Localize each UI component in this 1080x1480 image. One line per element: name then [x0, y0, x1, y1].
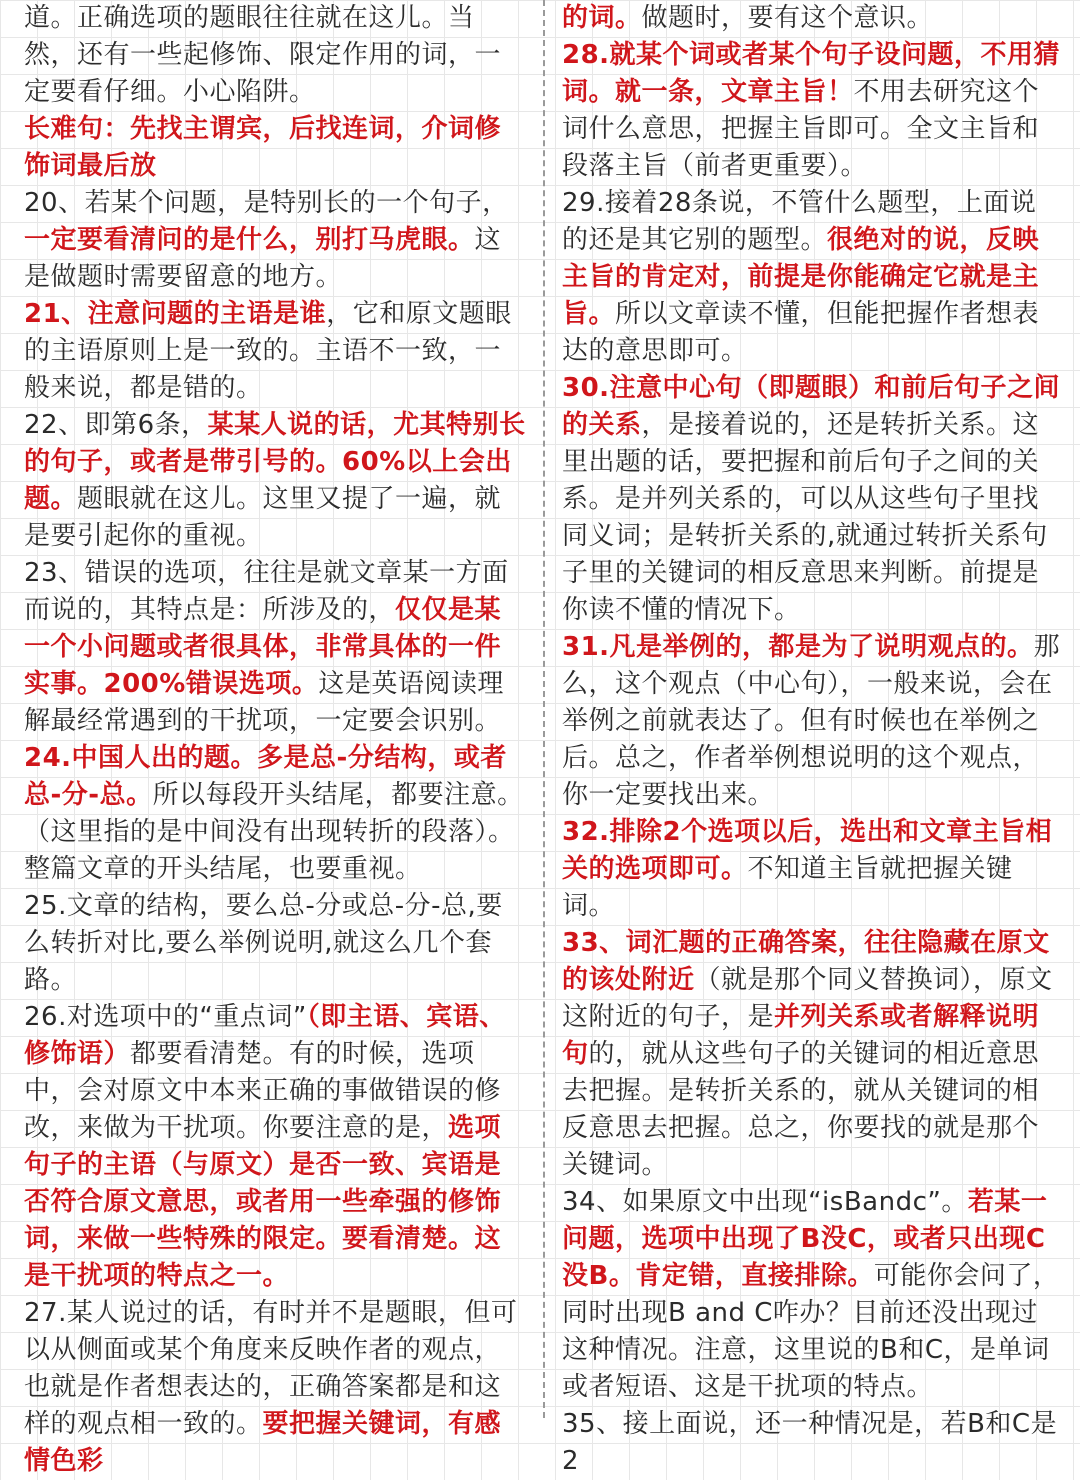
highlighted-text: 24.中国人出的题。多是总-分结构，或者总-分-总。: [24, 743, 507, 810]
highlighted-text: （即主语、宾语、修饰语）: [24, 1002, 506, 1069]
body-text: 不用去研究这个词什么意思，把握主旨即可。全文主旨和段落主旨（前者更重要）。: [562, 77, 1040, 181]
highlighted-text: 并列关系或者解释说明句: [562, 1002, 1040, 1069]
body-text: 27.某人说过的话，有时并不是题眼，但可以从侧面或某个角度来反映作者的观点，也就是作者想表达的，正确答案都是和这样的观点相一致的。: [24, 1298, 518, 1439]
body-text: 35、接上面说，还一种情况是，若B和C是2: [562, 1409, 1058, 1476]
paragraph: [562, 370, 1062, 629]
body-text: ，它和原文题眼的主语原则上是一致的。主语不一致，一般来说，都是错的。: [24, 299, 512, 403]
body-text: 34、如果原文中出现“isBandc”。: [562, 1187, 968, 1217]
body-text: 道。正确选项的题眼往往就在这儿。当然，还有一些起修饰、限定作用的词，一定要看仔细。小心陷阱。: [24, 3, 502, 107]
paragraph: [24, 1295, 526, 1480]
highlighted-text: 若某一问题，选项中出现了B没C，或者只出现C没B。肯定错，直接排除。: [562, 1187, 1048, 1291]
paragraph: [562, 1184, 1062, 1406]
paragraph: [24, 999, 526, 1295]
highlighted-text: 28.就某个词或者某个句子设问题，不用猜词。就一条，文章主旨！: [562, 40, 1061, 107]
paragraph: [562, 185, 1062, 370]
body-text: 26.对选项中的“重点词”: [24, 1002, 307, 1032]
paragraph: [24, 0, 526, 111]
body-text: 题眼就在这儿。这里又提了一遍，就是要引起你的重视。: [24, 484, 502, 551]
highlighted-text: 很绝对的说，反映主旨的肯定对，前提是你能确定它就是主旨。: [562, 225, 1040, 329]
paragraph: [562, 37, 1062, 185]
highlighted-text: 一定要看清问的是什么，别打马虎眼。: [24, 225, 475, 255]
highlighted-text: 选项句子的主语（与原文）是否一致、宾语是否符合原文意思，或者用一些牵强的修饰词，来做一些特殊的限定。要看清楚。这是干扰项的特点之一。: [24, 1113, 502, 1291]
highlighted-text: 32.排除2个选项以后，选出和文章主旨相关的选项即可。: [562, 817, 1053, 884]
highlighted-text: 某某人说的话，尤其特别长的句子，或者是带引号的。60%以上会出题。: [24, 410, 526, 514]
body-text: 20、若某个问题，是特别长的一个句子，: [24, 188, 509, 218]
paragraph: [562, 629, 1062, 814]
paragraph: [24, 296, 526, 407]
body-text: （就是那个同义替换词），原文这附近的句子，是: [562, 965, 1053, 1032]
highlighted-text: 21、注意问题的主语是谁: [24, 299, 327, 329]
body-text: 23、错误的选项，往往是就文章某一方面而说的，其特点是：所涉及的，: [24, 558, 509, 625]
body-text: 做题时，要有这个意识。: [641, 3, 934, 33]
paragraph: [562, 1406, 1062, 1480]
paragraph: [24, 888, 526, 999]
left-column: [24, 0, 526, 1480]
highlighted-text: 31.凡是举例的，都是为了说明观点的。: [562, 632, 1034, 662]
highlighted-text: 33、词汇题的正确答案，往往隐藏在原文的该处附近: [562, 928, 1050, 995]
paragraph: [24, 740, 526, 888]
paragraph: [562, 925, 1062, 1184]
body-text: 这是英语阅读理解最经常遇到的干扰项，一定要会识别。: [24, 669, 504, 736]
body-text: 不知道主旨就把握关键词。: [562, 854, 1013, 921]
paragraph: [24, 111, 526, 185]
highlighted-text: 长难句：先找主谓宾，后找连词，介词修饰词最后放: [24, 114, 502, 181]
highlighted-text: 仅仅是某一个小问题或者很具体，非常具体的一件实事。200%错误选项。: [24, 595, 502, 699]
highlighted-text: 30.注意中心句（即题眼）和前后句子之间的关系: [562, 373, 1061, 440]
paragraph: [24, 185, 526, 296]
body-text: 可能你会问了，同时出现B and C咋办？目前还没出现过这种情况。注意，这里说的B和C，是单词或者短语、这是干扰项的特点。: [562, 1261, 1060, 1402]
body-text: ，是接着说的，还是转折关系。这里出题的话，要把握和前后句子之间的关系。是并列关系的，可以从这些句子里找同义词；是转折关系的,就通过转折关系句子里的关键词的相反意思来判断。前提是你读不懂的情况下。: [562, 410, 1048, 625]
highlighted-text: 要把握关键词，有感情色彩: [24, 1409, 502, 1476]
body-text: 所以文章读不懂，但能把握作者想表达的意思即可。: [562, 299, 1040, 366]
body-text: 的，就从这些句子的关键词的相近意思去把握。是转折关系的，就从关键词的相反意思去把握。总之，你要找的就是那个关键词。: [562, 1039, 1040, 1180]
body-text: 22、即第6条，: [24, 410, 208, 440]
column-divider: [543, 0, 545, 1418]
body-text: 25.文章的结构，要么总-分或总-分-总,要么转折对比,要么举例说明,就这么几个套路。: [24, 891, 503, 995]
body-text: 都要看清楚。有的时候，选项中，会对原文中本来正确的事做错误的修改，来做为干扰项。你要注意的是，: [24, 1039, 502, 1143]
paragraph: [24, 407, 526, 555]
paragraph: [562, 814, 1062, 925]
highlighted-text: 的词。: [562, 3, 642, 33]
paragraph: [562, 0, 1062, 37]
paragraph: [24, 555, 526, 740]
body-text: 那么，这个观点（中心句），一般来说，会在举例之前就表达了。但有时候也在举例之后。总之，作者举例想说明的这个观点，你一定要找出来。: [562, 632, 1061, 810]
body-text: 29.接着28条说，不管什么题型，上面说的还是其它别的题型。: [562, 188, 1037, 255]
body-text: 这是做题时需要留意的地方。: [24, 225, 502, 292]
body-text: 所以每段开头结尾，都要注意。（这里指的是中间没有出现转折的段落）。整篇文章的开头结尾，也要重视。: [24, 780, 524, 884]
right-column: [562, 0, 1062, 1480]
